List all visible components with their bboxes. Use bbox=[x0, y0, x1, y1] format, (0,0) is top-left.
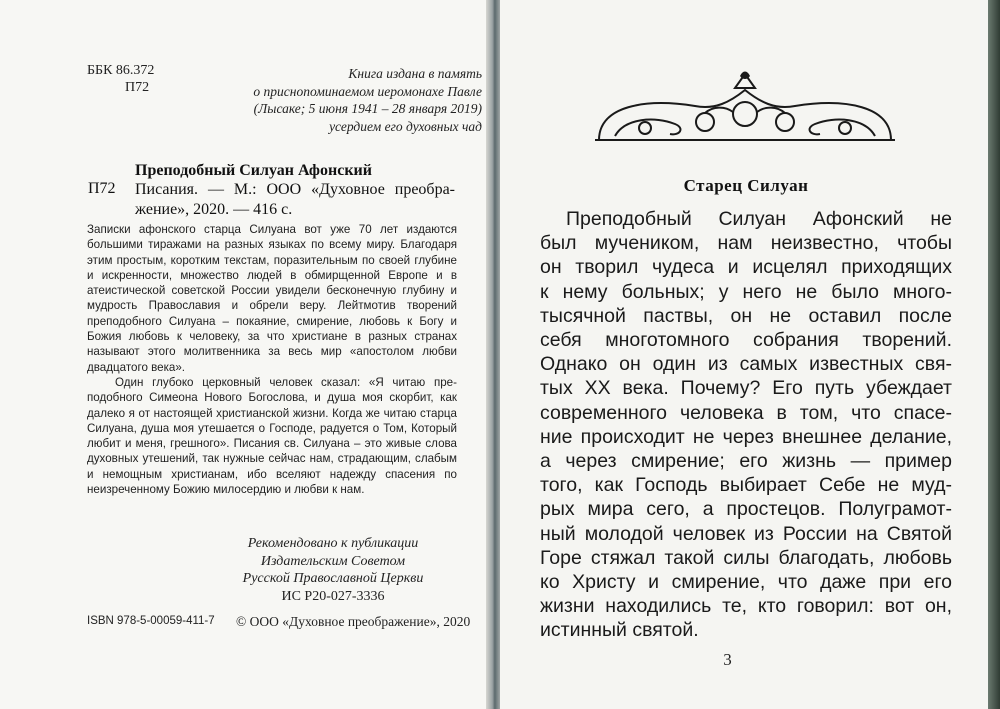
publication-approval bbox=[208, 535, 458, 605]
left-page bbox=[0, 0, 488, 709]
headpiece-ornament-icon bbox=[585, 66, 905, 146]
approval-code: ИС Р20-027-3336 bbox=[281, 588, 385, 604]
body-line: жизни находились те, кто говорил: вот он, bbox=[540, 595, 952, 618]
body-line: современного человека в том, что спасе- bbox=[540, 401, 952, 424]
body-line: рых мира сего, а простецов. Полуграмот- bbox=[540, 498, 952, 521]
abstract-paragraph: Один глубоко церковный человек сказал: «Я читаю преподобного Симеона Нового Богослова, и душа моя скорбит, как далеко я от настоящей христианской жизни. Когда же читаю старца Силуана, душа моя утешается о Господе, радуется о Том, Который любит и меня, грешного». Писания св. Силуана – это живые слова духовных утешений, так нужные сейчас нам, страдающим, слабым и немощным христианам, ибо вселяют надежду спасения по неизреченному Божию милосердию и любви к нам. bbox=[87, 375, 457, 497]
bibliographic-entry: Писания. — М.: ООО «Духовное преображение», 2020. — 416 с. bbox=[135, 181, 455, 218]
isbn: ISBN 978-5-00059-411-7 bbox=[87, 615, 215, 627]
dedication bbox=[232, 65, 482, 135]
body-line: тых XX века. Почему? Его путь убеждает bbox=[540, 377, 952, 400]
chapter-body bbox=[540, 207, 952, 643]
body-line: Горе стяжал такой силы благодать, любовь bbox=[540, 546, 952, 569]
bbk-code: П72 bbox=[125, 80, 150, 95]
dedication-line: (Лысаке; 5 июня 1941 – 28 января 2019) bbox=[253, 101, 482, 116]
approval-line: Издательским Советом bbox=[260, 553, 406, 569]
approval-line: Русской Православной Церкви bbox=[242, 571, 424, 586]
body-line: ный молодой человек из России на Святой bbox=[540, 522, 952, 545]
bbk-label: ББК 86.372 bbox=[87, 63, 155, 78]
bbk-block bbox=[87, 62, 154, 96]
dedication-line: Книга издана в память bbox=[348, 66, 482, 81]
dedication-line: о приснопоминаемом иеромонахе Павле bbox=[253, 83, 482, 99]
page-number: 3 bbox=[723, 650, 732, 669]
copyright: © ООО «Духовное преображение», 2020 bbox=[236, 614, 471, 629]
abstract bbox=[87, 222, 457, 497]
body-line: ко Христу и смирение, что даже при его bbox=[540, 571, 952, 594]
body-line: Однако он один из самых известных свя- bbox=[540, 353, 952, 376]
body-line: себя многотомного собрания творений. bbox=[540, 329, 952, 352]
body-line: он творил чудеса и исцелял приходящих bbox=[540, 256, 952, 279]
body-line: того, как Господь выбирает Себе не муд- bbox=[540, 474, 952, 497]
chapter-title: Старец Силуан bbox=[683, 176, 809, 195]
right-page bbox=[500, 0, 988, 709]
body-line: был мучеником, нам неизвестно, чтобы bbox=[540, 232, 952, 255]
body-line: тысячной паствы, он не оставил после bbox=[540, 304, 952, 327]
background-edge bbox=[988, 0, 1000, 709]
dedication-line: усердием его духовных чад bbox=[329, 118, 482, 134]
author-heading: Преподобный Силуан Афонский bbox=[135, 162, 372, 179]
catalog-code: П72 bbox=[88, 180, 116, 197]
body-line: ние происходит не через внешнее делание, bbox=[540, 425, 952, 448]
body-line: а через смирение; его жизнь — пример bbox=[540, 450, 952, 473]
body-line: к нему больных; у него не было много- bbox=[540, 280, 952, 303]
abstract-paragraph: Записки афонского старца Силуана вот уже 70 лет издаются большими тиражами на разных языках по всему миру. Благодаря этим простым, коротким текстам, поразительным по своей глубине и искренности, множество людей в обмирщенной Европе и в атеистической советской России увидели бесконечную глубину и мудрость Православия и обрели веру. Лейтмотив творений преподобного Силуана – покаяние, смирение, любовь к Богу и Божия любовь к человеку, за что христиане в разных странах называют этого молитвенника за весь мир «апостолом любви двадцатого века». bbox=[87, 223, 457, 374]
body-line: истинный святой. bbox=[540, 619, 699, 642]
approval-line: Рекомендовано к публикации bbox=[247, 536, 419, 551]
body-line: Преподобный Силуан Афонский не bbox=[566, 208, 952, 230]
